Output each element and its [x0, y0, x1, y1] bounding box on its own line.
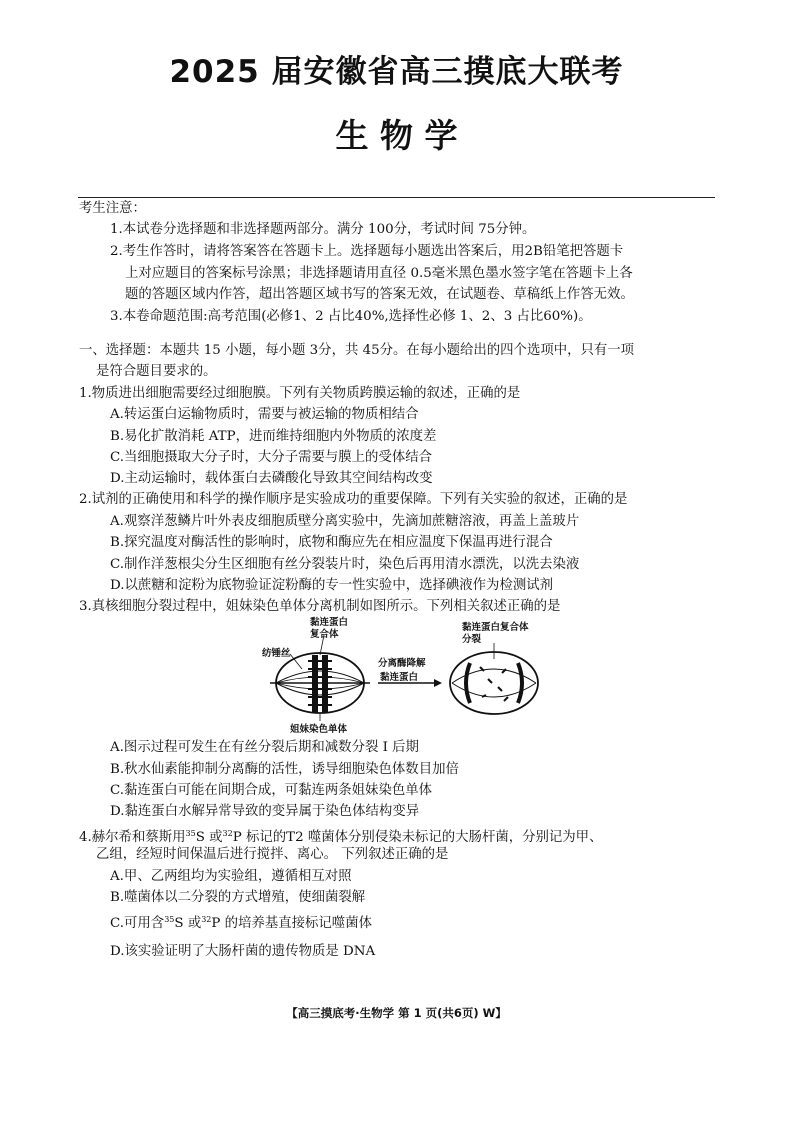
question-4-option-c: C.可用含$^{35}$S 或$^{32}$P 的培养基直接标记噬菌体: [110, 915, 372, 931]
notice-item: 2.考生作答时，请将答案答在答题卡上。选择题每小题选出答案后，用2B铅笔把答题卡: [110, 244, 624, 259]
label-complex-split: 黏连蛋白复合体分裂: [462, 622, 529, 645]
question-4-stem-cont: 乙组，经短时间保温后进行搅拌、离心。 下列叙述正确的是: [96, 847, 449, 862]
question-4-stem: 4.赫尔希和蔡斯用$^{35}$S 或$^{32}$P 标记的T2 噬菌体分别侵染未标记的大肠杆菌，分别记为甲、: [79, 829, 603, 845]
question-2-option-c: C.制作洋葱根尖分生区细胞有丝分裂装片时，染色后再用清水漂洗，以洗去染液: [110, 557, 580, 572]
question-1-option-a: A.转运蛋白运输物质时，需要与被运输的物质相结合: [110, 407, 419, 422]
notice-heading: 考生注意：: [79, 201, 146, 216]
separated-chromatid-left: [466, 663, 470, 703]
question-3-option-c: C.黏连蛋白可能在间期合成，可黏连两条姐妹染色单体: [110, 783, 433, 798]
label-arrow-bottom: 黏连蛋白: [380, 672, 419, 683]
question-2-option-a: A.观察洋葱鳞片叶外表皮细胞质壁分离实验中，先滴加蔗糖溶液，再盖上盖玻片: [110, 514, 580, 529]
label-sister-chromatid: 姐妹染色单体: [290, 724, 348, 735]
question-3-option-b: B.秋水仙素能抑制分离酶的活性，诱导细胞染色体数目加倍: [110, 762, 459, 777]
exam-title: 2025 届安徽省高三摸底大联考: [169, 54, 624, 90]
question-1-option-b: B.易化扩散消耗 ATP，进而维持细胞内外物质的浓度差: [110, 429, 437, 444]
question-2-option-d: D.以蔗糖和淀粉为底物验证淀粉酶的专一性实验中，选择碘液作为检测试剂: [110, 578, 554, 593]
subject-title: 生 物 学: [335, 116, 458, 155]
arrowhead: [434, 679, 442, 687]
notice-item: 上对应题目的答案标号涂黑；非选择题请用直径 0.5毫米黑色墨水签字笔在答题卡上各: [125, 266, 633, 281]
question-4-option-d: D.该实验证明了大肠杆菌的遗传物质是 DNA: [110, 944, 376, 959]
question-3-stem: 3.真核细胞分裂过程中，姐妹染色单体分离机制如图所示。下列相关叙述正确的是: [79, 599, 561, 614]
section-heading-cont: 是符合题目要求的。: [96, 364, 217, 379]
question-1-option-c: C.当细胞摄取大分子时，大分子需要与膜上的受体结合: [110, 450, 433, 465]
question-3-option-d: D.黏连蛋白水解异常导致的变异属于染色体结构变异: [110, 804, 420, 819]
question-2-stem: 2.试剂的正确使用和科学的操作顺序是实验成功的重要保障。下列有关实验的叙述，正确的是: [79, 492, 628, 507]
right-cell-outline: [450, 652, 538, 714]
notice-item: 1.本试卷分选择题和非选择题两部分。满分 100分，考试时间 75分钟。: [110, 222, 536, 237]
page-footer: 【高三摸底考·生物学 第 1 页(共6页) W】: [286, 1006, 507, 1020]
label-cohesin-complex: 黏连蛋白复合体: [310, 617, 349, 640]
label-arrow-top: 分离酶降解: [378, 658, 426, 669]
section-heading: 一、选择题：本题共 15 小题，每小题 3分，共 45分。在每小题给出的四个选项中，只有一项: [79, 343, 635, 358]
separated-chromatid-right: [518, 663, 522, 703]
question-2-option-b: B.探究温度对酶活性的影响时，底物和酶应先在相应温度下保温再进行混合: [110, 535, 553, 550]
question-1-option-d: D.主动运输时，载体蛋白去磷酸化导致其空间结构改变: [110, 471, 433, 486]
chromatid-separation-figure: [262, 617, 542, 737]
question-4-option-a: A.甲、乙两组均为实验组，遵循相互对照: [110, 869, 352, 884]
question-4-option-b: B.噬菌体以二分裂的方式增殖，使细菌裂解: [110, 890, 366, 905]
question-3-option-a: A.图示过程可发生在有丝分裂后期和减数分裂 I 后期: [110, 740, 419, 755]
question-1-stem: 1.物质进出细胞需要经过细胞膜。下列有关物质跨膜运输的叙述，正确的是: [79, 386, 521, 401]
notice-item: 题的答题区域内作答，超出答题区域书写的答案无效，在试题卷、草稿纸上作答无效。: [125, 287, 634, 302]
label-spindle: 纺锤丝: [262, 648, 291, 659]
header-divider: [78, 197, 715, 198]
notice-item: 3.本卷命题范围:高考范围(必修1、2 占比40%,选择性必修 1、2、3 占比60%)。: [110, 309, 592, 324]
